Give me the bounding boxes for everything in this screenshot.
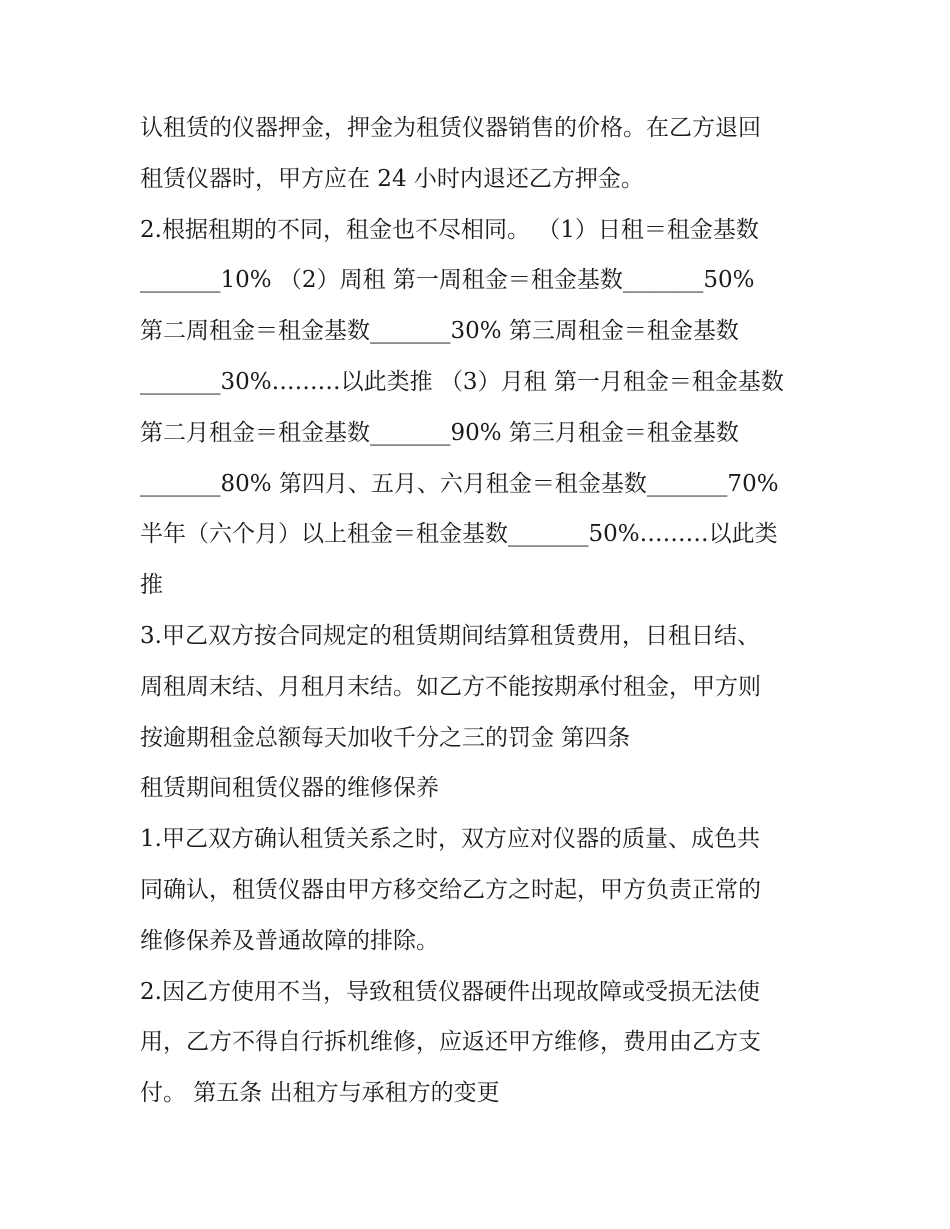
text-line: 按逾期租金总额每天加收千分之三的罚金 第四条 [140,724,631,751]
text-line: 推 [140,572,163,599]
text-line: 1.甲乙双方确认租赁关系之时，双方应对仪器的质量、成色共 [140,826,760,853]
text-line: 半年（六个月）以上租金＝租金基数_______50%………以此类 [140,521,778,548]
text-line: 3.甲乙双方按合同规定的租赁期间结算租赁费用，日租日结、 [140,622,760,649]
document-body [140,103,820,1119]
text-line: 2.根据租期的不同，租金也不尽相同。 （1）日租＝租金基数 [140,216,759,243]
text-line: 同确认，租赁仪器由甲方移交给乙方之时起，甲方负责正常的 [140,876,761,903]
text-line: 认租赁的仪器押金，押金为租赁仪器销售的价格。在乙方退回 [140,115,761,141]
text-line: 周租周末结、月租月末结。如乙方不能按期承付租金，甲方则 [140,673,761,700]
text-line: 2.因乙方使用不当，导致租赁仪器硬件出现故障或受损无法使 [140,978,760,1005]
text-line: _______30%………以此类推 （3）月租 第一月租金＝租金基数 [140,368,784,395]
text-line: 维修保养及普通故障的排除。 [140,927,439,954]
text-line: 租赁仪器时，甲方应在 24 小时内退还乙方押金。 [140,165,644,192]
section-heading: 租赁期间租赁仪器的维修保养 [140,775,439,802]
text-line: _______80% 第四月、五月、六月租金＝租金基数_______70% [140,470,779,497]
text-line: 用，乙方不得自行拆机维修，应返还甲方维修，费用由乙方支 [140,1029,761,1056]
text-line: 付。 第五条 出租方与承租方的变更 [140,1080,500,1107]
text-line: _______10% （2）周租 第一周租金＝租金基数_______50% [140,267,755,294]
text-line: 第二月租金＝租金基数_______90% 第三月租金＝租金基数 [140,419,739,446]
text-line: 第二周租金＝租金基数_______30% 第三周租金＝租金基数 [140,318,739,345]
